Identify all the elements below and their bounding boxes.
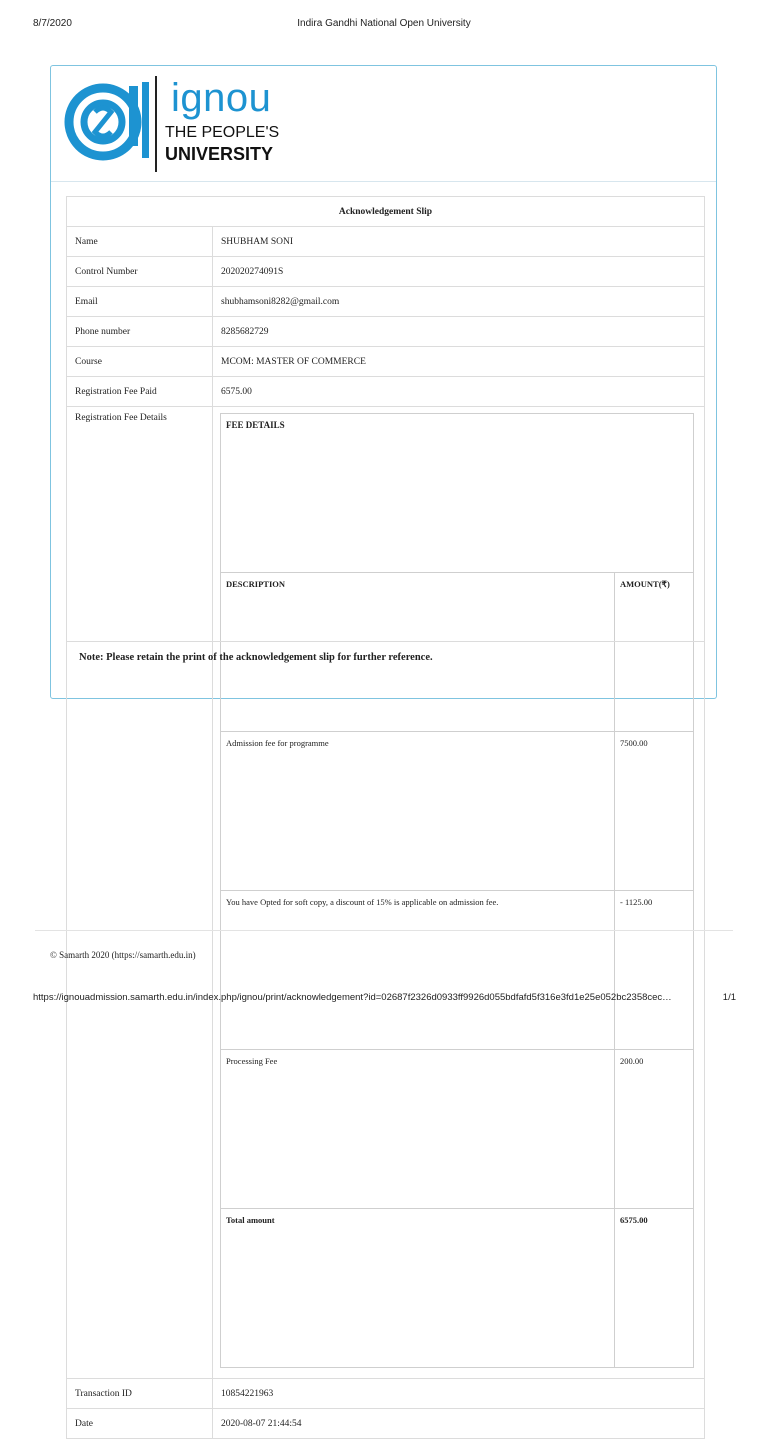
row-value: 6575.00 <box>213 377 705 407</box>
divider <box>35 930 733 931</box>
transaction-value: 10854221963 <box>213 1379 705 1409</box>
row-label: Name <box>67 227 213 257</box>
fee-item-description: Processing Fee <box>221 1050 615 1209</box>
table-row <box>67 377 705 407</box>
logo-wordmark: ignou <box>171 76 272 120</box>
date-label: Date <box>67 1409 213 1439</box>
fee-details-row <box>67 407 705 1379</box>
retain-note: Note: Please retain the print of the acknowledgement slip for further reference. <box>79 652 433 663</box>
row-label: Phone number <box>67 317 213 347</box>
fee-total-amount: 6575.00 <box>615 1209 694 1368</box>
fee-item <box>221 732 694 891</box>
table-row <box>67 1409 705 1439</box>
ignou-logo <box>63 74 293 174</box>
fee-item-description: Admission fee for programme <box>221 732 615 891</box>
ignou-emblem-icon <box>63 82 151 162</box>
row-label: Registration Fee Paid <box>67 377 213 407</box>
fee-item-amount: - 1125.00 <box>615 891 694 1050</box>
fee-col-description: DESCRIPTION <box>221 573 615 732</box>
fee-table-heading: FEE DETAILS <box>221 414 694 573</box>
row-value: SHUBHAM SONI <box>213 227 705 257</box>
row-value: MCOM: MASTER OF COMMERCE <box>213 347 705 377</box>
row-label: Email <box>67 287 213 317</box>
table-row <box>67 317 705 347</box>
row-value: 202020274091S <box>213 257 705 287</box>
fee-item-amount: 200.00 <box>615 1050 694 1209</box>
card-header <box>51 66 716 182</box>
date-value: 2020-08-07 21:44:54 <box>213 1409 705 1439</box>
print-header <box>0 18 768 32</box>
row-label: Course <box>67 347 213 377</box>
fee-table <box>220 413 694 1368</box>
copyright-text: © Samarth 2020 (https://samarth.edu.in) <box>50 950 196 960</box>
slip-title: Acknowledgement Slip <box>67 197 705 227</box>
fee-item <box>221 1050 694 1209</box>
print-footer <box>0 992 768 1006</box>
print-date: 8/7/2020 <box>33 18 72 29</box>
row-value: shubhamsoni8282@gmail.com <box>213 287 705 317</box>
logo-divider <box>155 76 157 172</box>
fee-details-label: Registration Fee Details <box>67 407 213 1379</box>
table-row <box>67 257 705 287</box>
row-label: Control Number <box>67 257 213 287</box>
fee-details-cell <box>213 407 705 1379</box>
fee-total-label: Total amount <box>221 1209 615 1368</box>
fee-item-description: You have Opted for soft copy, a discount of 15% is applicable on admission fee. <box>221 891 615 1050</box>
logo-tagline-2: UNIVERSITY <box>165 144 274 164</box>
transaction-label: Transaction ID <box>67 1379 213 1409</box>
print-title: Indira Gandhi National Open University <box>297 18 471 29</box>
acknowledgement-table <box>66 196 705 1439</box>
table-row <box>67 1379 705 1409</box>
fee-total-row <box>221 1209 694 1368</box>
table-row <box>67 347 705 377</box>
fee-col-amount: AMOUNT(₹) <box>615 573 694 732</box>
divider <box>66 641 705 642</box>
table-row <box>67 287 705 317</box>
logo-tagline-1: THE PEOPLE'S <box>165 124 280 141</box>
table-row <box>67 227 705 257</box>
row-value: 8285682729 <box>213 317 705 347</box>
page-number: 1/1 <box>722 992 736 1003</box>
fee-item <box>221 891 694 1050</box>
fee-item-amount: 7500.00 <box>615 732 694 891</box>
print-url: https://ignouadmission.samarth.edu.in/index.php/ignou/print/acknowledgement?id=02687f2326d0933ff9926d055bdfafd5f316e3fd1e25e052bc2358cec… <box>33 992 672 1003</box>
